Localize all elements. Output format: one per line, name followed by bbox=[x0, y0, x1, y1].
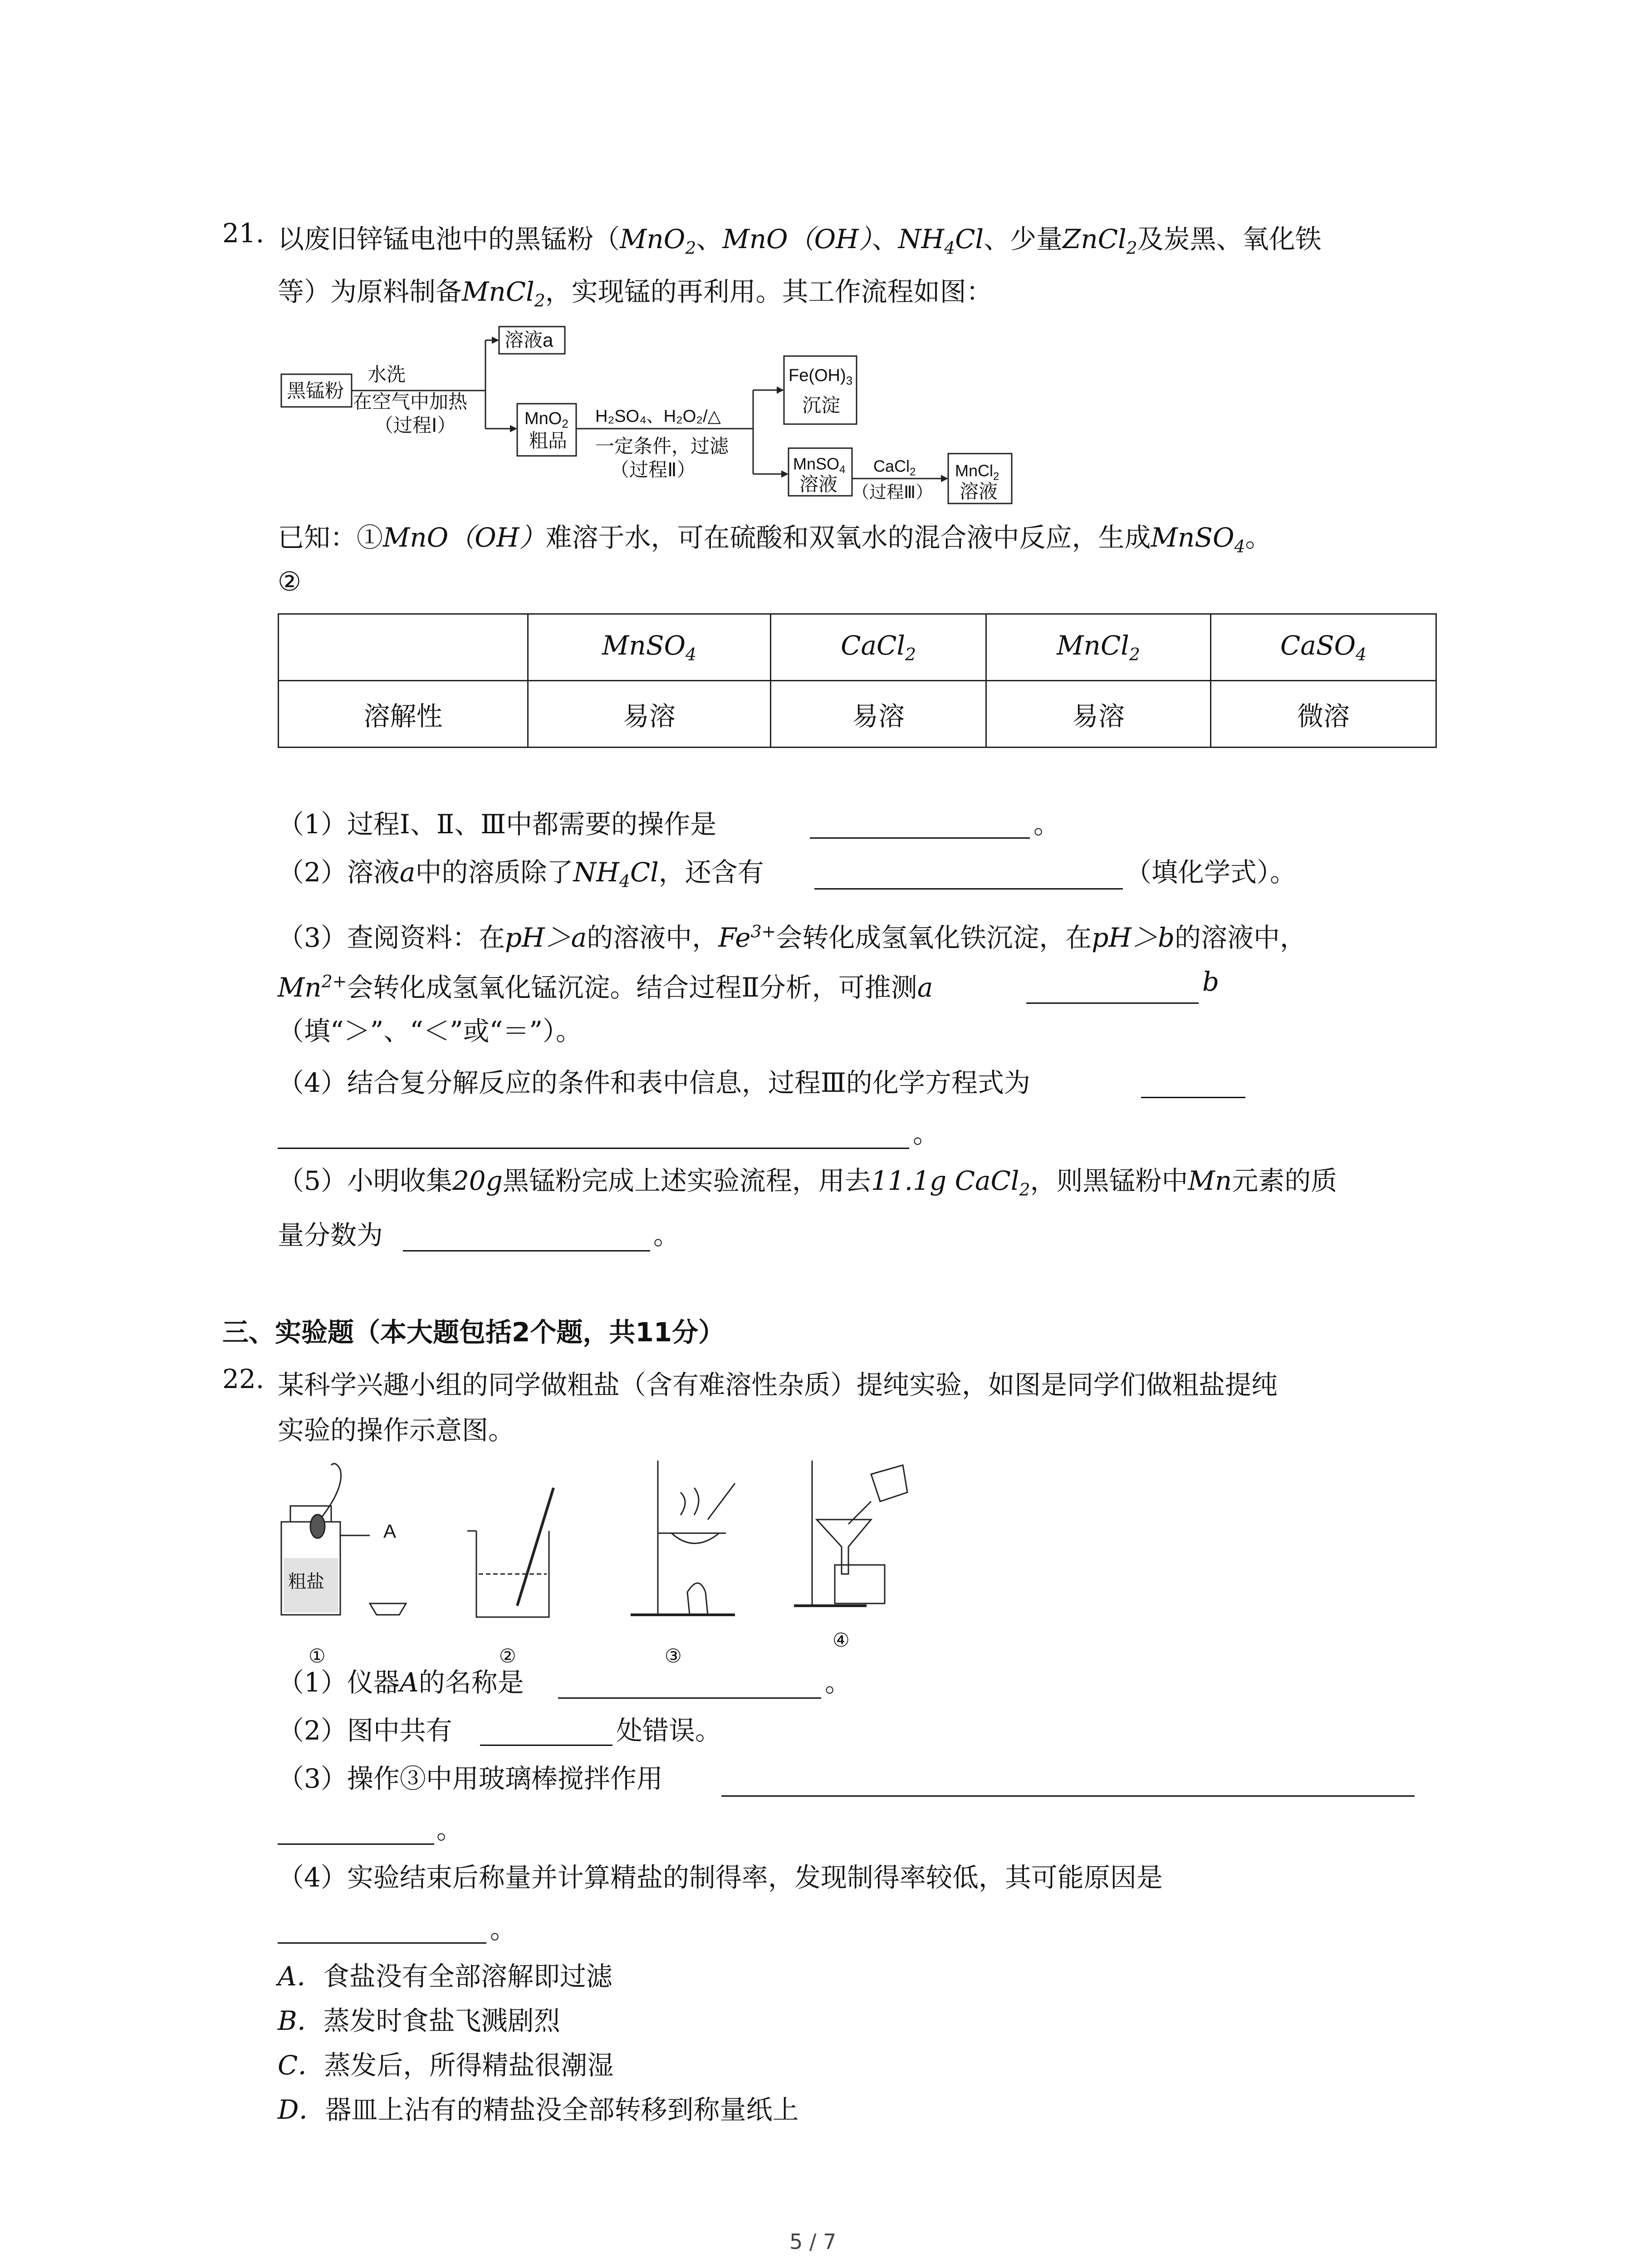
q22-line2: 实验的操作示意图。 bbox=[278, 1415, 515, 1446]
table-row-label: 溶解性 bbox=[279, 681, 528, 748]
q21-p3-line1: （3）查阅资料：在pH＞a的溶液中，$Fe^{3+}$会转化成氢氧化铁沉淀，在pH＞b的溶液中， bbox=[278, 921, 1307, 953]
flow-condition: 一定条件，过滤 bbox=[595, 435, 729, 457]
option-b[interactable]: B．蒸发时食盐飞溅剧烈 bbox=[278, 2005, 560, 2036]
q21-p3-b: b bbox=[1202, 966, 1220, 997]
flow-feoh3: $Fe(OH)_3$ bbox=[789, 366, 853, 387]
answer-blank-q22-4[interactable] bbox=[278, 1942, 486, 1944]
option-d[interactable]: D．器皿上沾有的精盐没全部转移到称量纸上 bbox=[278, 2094, 799, 2125]
q22-p1-end: 。 bbox=[825, 1667, 852, 1698]
flow-black-powder: 黑锰粉 bbox=[287, 380, 344, 401]
flow-process2: （过程Ⅱ） bbox=[610, 459, 696, 480]
flow-process3: （过程Ⅲ） bbox=[852, 483, 933, 502]
table-cell: 易溶 bbox=[986, 681, 1211, 748]
q22-p2-end: 处错误。 bbox=[616, 1715, 722, 1746]
answer-blank-q21-2[interactable] bbox=[814, 888, 1123, 890]
q21-p5-end: 。 bbox=[653, 1220, 680, 1251]
q22-p4-end: 。 bbox=[490, 1914, 517, 1945]
q21-p2: （2）溶液a中的溶质除了$NH_4Cl$，还含有 bbox=[278, 857, 764, 891]
q21-p2-end: （填化学式）。 bbox=[1125, 857, 1297, 888]
q21-p5-line1: （5）小明收集20g黑锰粉完成上述实验流程，用去11.1g CaCl$_2$，则黑锰粉中Mn元素的质 bbox=[278, 1165, 1337, 1200]
answer-blank-q21-3[interactable] bbox=[1026, 1002, 1199, 1004]
option-a[interactable]: A．食盐没有全部溶解即过滤 bbox=[278, 1961, 612, 1992]
table-header: MnSO$_4$ bbox=[528, 614, 771, 681]
flow-heat: 在空气中加热 bbox=[353, 391, 468, 412]
flow-mncl2-label: 溶液 bbox=[960, 481, 998, 502]
flow-mnso4: MnSO$_4$ bbox=[793, 455, 846, 476]
q22-p3-end: 。 bbox=[436, 1814, 463, 1845]
q22-p1: （1）仪器A的名称是 bbox=[278, 1667, 524, 1698]
q21-line1: 以废旧锌锰电池中的黑锰粉（MnO$_2$、MnO（OH）、$NH_4Cl$、少量ZnCl$_2$及炭黑、氧化铁 bbox=[278, 224, 1322, 258]
solubility-table bbox=[278, 613, 1437, 748]
flow-solution-a: 溶液a bbox=[505, 329, 554, 351]
table-cell: 易溶 bbox=[528, 681, 771, 748]
flow-feoh3-label: 沉淀 bbox=[802, 395, 841, 416]
answer-blank-q22-2[interactable] bbox=[480, 1745, 612, 1746]
q21-p1: （1）过程Ⅰ、Ⅱ、Ⅲ中都需要的操作是 bbox=[278, 809, 717, 840]
q21-p1-end: 。 bbox=[1034, 809, 1060, 840]
answer-blank-q22-3a[interactable] bbox=[721, 1795, 1415, 1797]
q22-p2: （2）图中共有 bbox=[278, 1715, 452, 1746]
answer-blank-q22-1[interactable] bbox=[558, 1697, 821, 1699]
flow-mnso4-label: 溶液 bbox=[799, 474, 838, 495]
section-heading: 三、实验题（本大题包括2个题，共11分） bbox=[222, 1317, 725, 1348]
fig-salt: 粗盐 bbox=[288, 1572, 324, 1592]
flow-wash: 水洗 bbox=[367, 364, 406, 385]
fig-n1: ① bbox=[309, 1645, 326, 1667]
page-number: 5 / 7 bbox=[789, 2229, 837, 2254]
q21-p3-line3: （填“＞”、“＜”或“＝”）。 bbox=[278, 1016, 582, 1046]
fig-n3: ③ bbox=[665, 1645, 682, 1667]
q21-p4: （4）结合复分解反应的条件和表中信息，过程Ⅲ的化学方程式为 bbox=[278, 1067, 1030, 1098]
answer-blank-q21-1[interactable] bbox=[810, 837, 1030, 839]
table-cell: 易溶 bbox=[771, 681, 986, 748]
table-row bbox=[279, 614, 1436, 681]
q22-apparatus-figure bbox=[272, 1456, 953, 1669]
q21-line2: 等）为原料制备MnCl$_2$，实现锰的再利用。其工作流程如图： bbox=[278, 276, 993, 311]
q22-p4: （4）实验结束后称量并计算精盐的制得率，发现制得率较低，其可能原因是 bbox=[278, 1862, 1163, 1893]
table-header: MnCl$_2$ bbox=[986, 614, 1211, 681]
q22-number: 22. bbox=[222, 1364, 265, 1394]
q22-p3: （3）操作③中用玻璃棒搅拌作用 bbox=[278, 1763, 663, 1794]
answer-blank-q22-3b[interactable] bbox=[278, 1843, 434, 1845]
flow-mno2-crude-label: 粗品 bbox=[529, 430, 568, 451]
table-row bbox=[279, 681, 1436, 748]
q21-p3-line2: $Mn^{2+}$会转化成氢氧化锰沉淀。结合过程Ⅱ分析，可推测a bbox=[278, 971, 933, 1003]
flow-mno2-crude: MnO$_2$ bbox=[524, 409, 568, 430]
table-header: CaSO$_4$ bbox=[1211, 614, 1436, 681]
answer-blank-q21-5[interactable] bbox=[403, 1250, 650, 1251]
q21-p5-line2: 量分数为 bbox=[278, 1220, 383, 1251]
fig-n2: ② bbox=[499, 1645, 516, 1667]
q21-known2: ② bbox=[278, 566, 301, 597]
answer-blank-q21-4a[interactable] bbox=[1141, 1097, 1245, 1098]
option-c[interactable]: C．蒸发后，所得精盐很潮湿 bbox=[278, 2050, 614, 2081]
table-cell bbox=[279, 614, 528, 681]
answer-blank-q21-4b[interactable] bbox=[278, 1148, 909, 1149]
q21-known1: 已知：①MnO（OH）难溶于水，可在硫酸和双氧水的混合液中反应，生成MnSO$_4$。 bbox=[278, 522, 1272, 557]
fig-label-a: A bbox=[383, 1520, 397, 1542]
flow-cacl2: CaCl$_2$ bbox=[873, 457, 916, 478]
q21-p4-end: 。 bbox=[913, 1118, 940, 1149]
q21-number: 21. bbox=[222, 218, 265, 249]
fig-n4: ④ bbox=[833, 1629, 850, 1651]
table-cell: 微溶 bbox=[1211, 681, 1436, 748]
flow-process1: （过程Ⅰ） bbox=[374, 415, 456, 436]
q21-flow-diagram bbox=[272, 313, 1043, 526]
table-header: CaCl$_2$ bbox=[771, 614, 986, 681]
q22-line1: 某科学兴趣小组的同学做粗盐（含有难溶性杂质）提纯实验，如图是同学们做粗盐提纯 bbox=[278, 1369, 1278, 1400]
flow-reagents: H₂SO₄、H₂O₂/△ bbox=[595, 407, 721, 426]
flow-mncl2: MnCl$_2$ bbox=[955, 461, 999, 483]
